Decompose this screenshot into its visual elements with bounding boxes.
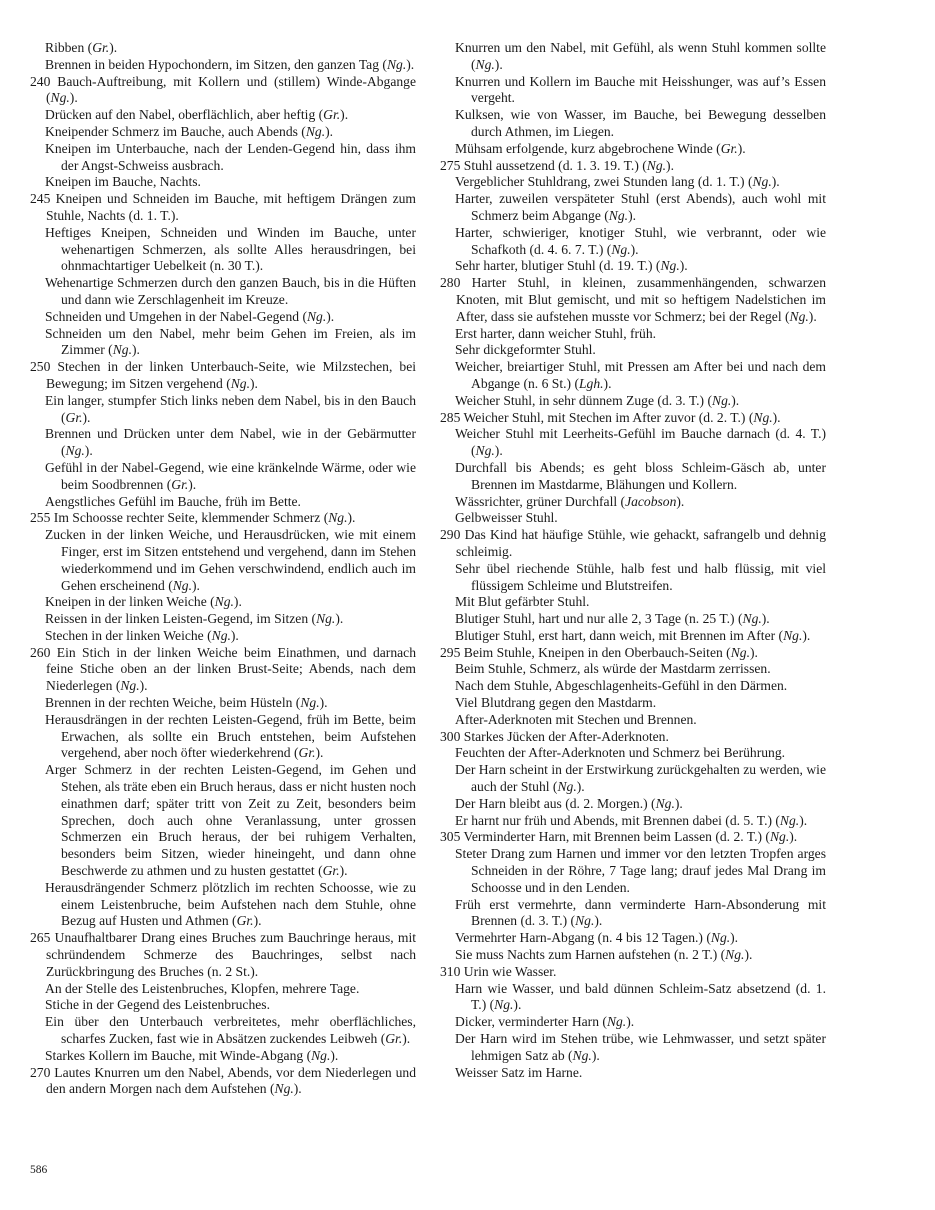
symptom-entry bbox=[30, 191, 416, 225]
symptom-entry bbox=[440, 342, 826, 359]
symptom-entry bbox=[30, 124, 416, 141]
entry-text: Feuchten der After-Aderknoten und Schmerz bei Berührung. bbox=[455, 745, 786, 761]
entry-number: 285 bbox=[440, 409, 464, 425]
entry-text: Kulksen, wie von Wasser, im Bauche, bei Bewegung desselben durch Athmen, im Liegen. bbox=[455, 107, 826, 139]
symptom-entry bbox=[440, 964, 826, 981]
symptom-entry bbox=[440, 225, 826, 259]
symptom-entry bbox=[440, 191, 826, 225]
entry-text: Herausdrängender Schmerz plötzlich im rechten Schoosse, wie zu einem Leistenbruche, beim Aufstehen nach dem Stuhle, ohne Bezug auf Husten und Athmen (Gr.). bbox=[45, 879, 416, 929]
symptom-entry bbox=[30, 174, 416, 191]
symptom-entry bbox=[440, 426, 826, 460]
symptom-entry bbox=[440, 1065, 826, 1082]
symptom-entry bbox=[30, 326, 416, 360]
symptom-entry bbox=[30, 359, 416, 393]
entry-text: Starkes Jücken der After-Aderknoten. bbox=[463, 728, 669, 744]
symptom-entry bbox=[440, 930, 826, 947]
entry-text: Das Kind hat häufige Stühle, wie gehackt, safrangelb und dehnig schleimig. bbox=[456, 527, 826, 559]
entry-text: Kneipen im Bauche, Nachts. bbox=[45, 174, 201, 190]
symptom-entry bbox=[440, 729, 826, 746]
entry-number: 305 bbox=[440, 829, 464, 845]
entry-text: Vermehrter Harn-Abgang (n. 4 bis 12 Tagen.) (Ng.). bbox=[455, 930, 739, 946]
left-column bbox=[30, 40, 416, 1098]
entry-text: Wehenartige Schmerzen durch den ganzen Bauch, bis in die Hüften und dann wie Zerschlagenheit im Kreuze. bbox=[45, 275, 416, 307]
right-column bbox=[440, 40, 826, 1081]
entry-text: Knurren um den Nabel, mit Gefühl, als wenn Stuhl kommen sollte (Ng.). bbox=[455, 40, 826, 72]
symptom-entry bbox=[30, 997, 416, 1014]
entry-text: Lautes Knurren um den Nabel, Abends, vor dem Niederlegen und den andern Morgen nach dem Aufstehen (Ng.). bbox=[46, 1064, 416, 1097]
symptom-entry bbox=[440, 712, 826, 729]
symptom-entry bbox=[30, 594, 416, 611]
symptom-entry bbox=[30, 628, 416, 645]
entry-number: 240 bbox=[30, 73, 58, 89]
symptom-entry bbox=[440, 813, 826, 830]
entry-text: Aengstliches Gefühl im Bauche, früh im Bette. bbox=[45, 493, 301, 509]
symptom-entry bbox=[440, 695, 826, 712]
symptom-entry bbox=[30, 712, 416, 762]
symptom-entry bbox=[440, 158, 826, 175]
symptom-entry bbox=[440, 645, 826, 662]
symptom-entry bbox=[440, 561, 826, 595]
entry-number: 255 bbox=[30, 510, 54, 526]
entry-text: Stuhl aussetzend (d. 1. 3. 19. T.) (Ng.). bbox=[463, 157, 674, 173]
entry-text: Stechen in der linken Unterbauch-Seite, wie Milzstechen, bei Bewegung; im Sitzen vergehend (Ng.). bbox=[46, 359, 416, 391]
symptom-entry bbox=[440, 678, 826, 695]
entry-text: Brennen in beiden Hypochondern, im Sitzen, den ganzen Tag (Ng.). bbox=[45, 56, 415, 72]
entry-text: Unaufhaltbarer Drang eines Bruches zum Bauchringe heraus, mit schründendem Schmerze des Bauchringes, selbst nach Zurückbringung des Bruches (n. 2 St.). bbox=[46, 930, 416, 979]
entry-text: Durchfall bis Abends; es geht bloss Schleim-Gäsch ab, unter Brennen im Mastdarme, Blähungen und Kollern. bbox=[455, 459, 826, 492]
symptom-entry bbox=[30, 40, 416, 57]
entry-text: Sehr dickgeformter Stuhl. bbox=[455, 342, 596, 358]
symptom-entry bbox=[30, 645, 416, 695]
entry-text: Sehr harter, blutiger Stuhl (d. 19. T.) (Ng.). bbox=[455, 258, 688, 274]
symptom-entry bbox=[30, 141, 416, 175]
symptom-entry bbox=[440, 947, 826, 964]
entry-text: Gefühl in der Nabel-Gegend, wie eine kränkelnde Wärme, oder wie beim Soodbrennen (Gr.). bbox=[45, 459, 416, 492]
entry-text: Weicher Stuhl, mit Stechen im After zuvor (d. 2. T.) (Ng.). bbox=[463, 409, 781, 425]
symptom-entry bbox=[440, 611, 826, 628]
entry-text: Arger Schmerz in der rechten Leisten-Gegend, im Gehen und Stehen, als träte eben ein Bruch heraus, dass er nicht husten noch einathmen darf; später tritt von Zeit zu Zeit, besonders beim Sprechen, doch auch ohne Veranlassung, unter grossen Schmerzen ein Bruch heraus, der bei ruhigem Verhalten, besonders beim Sitzen, wieder hineingeht, und dann ohne Beschwerde zu athmen und zu husten gestattet (Gr.). bbox=[45, 762, 416, 879]
symptom-entry bbox=[30, 309, 416, 326]
symptom-entry bbox=[440, 326, 826, 343]
symptom-entry bbox=[440, 796, 826, 813]
entry-text: Stiche in der Gegend des Leistenbruches. bbox=[45, 997, 270, 1013]
entry-text: Mit Blut gefärbter Stuhl. bbox=[455, 594, 590, 610]
symptom-entry bbox=[30, 460, 416, 494]
entry-number: 300 bbox=[440, 728, 464, 744]
entry-text: Nach dem Stuhle, Abgeschlagenheits-Gefühl in den Därmen. bbox=[455, 678, 788, 694]
entry-text: Blutiger Stuhl, hart und nur alle 2, 3 Tage (n. 25 T.) (Ng.). bbox=[455, 611, 770, 627]
symptom-entry bbox=[440, 460, 826, 494]
entry-text: Im Schoosse rechter Seite, klemmender Schmerz (Ng.). bbox=[53, 510, 356, 526]
entry-text: Kneipen in der linken Weiche (Ng.). bbox=[45, 594, 242, 610]
entry-text: Heftiges Kneipen, Schneiden und Winden im Bauche, unter wehenartigen Schmerzen, als sollte Alles herausdringen, bei ohnmachtartiger Uebelkeit (n. 30 T.). bbox=[45, 224, 416, 274]
entry-text: An der Stelle des Leistenbruches, Klopfen, mehrere Tage. bbox=[45, 980, 360, 996]
symptom-entry bbox=[30, 1014, 416, 1048]
entry-text: Verminderter Harn, mit Brennen beim Lassen (d. 2. T.) (Ng.). bbox=[463, 829, 798, 845]
entry-text: Beim Stuhle, Schmerz, als würde der Mastdarm zerrissen. bbox=[455, 661, 771, 677]
entry-text: Beim Stuhle, Kneipen in den Oberbauch-Seiten (Ng.). bbox=[463, 644, 758, 660]
symptom-entry bbox=[440, 275, 826, 325]
symptom-entry bbox=[30, 611, 416, 628]
symptom-entry bbox=[30, 1048, 416, 1065]
entry-text: Erst harter, dann weicher Stuhl, früh. bbox=[455, 325, 657, 341]
symptom-entry bbox=[30, 880, 416, 930]
symptom-entry bbox=[440, 510, 826, 527]
symptom-entry bbox=[30, 510, 416, 527]
symptom-entry bbox=[30, 981, 416, 998]
entry-text: Harn wie Wasser, und bald dünnen Schleim-Satz absetzend (d. 1. T.) (Ng.). bbox=[455, 980, 826, 1013]
entry-text: Ribben (Gr.). bbox=[45, 40, 118, 55]
entry-number: 250 bbox=[30, 359, 58, 375]
entry-number: 310 bbox=[440, 963, 464, 979]
entry-text: Früh erst vermehrte, dann verminderte Harn-Absonderung mit Brennen (d. 3. T.) (Ng.). bbox=[455, 896, 826, 929]
symptom-entry bbox=[30, 225, 416, 275]
entry-text: Kneipen und Schneiden im Bauche, mit heftigem Drängen zum Stuhle, Nachts (d. 1. T.). bbox=[46, 191, 416, 223]
symptom-entry bbox=[440, 1031, 826, 1065]
symptom-entry bbox=[440, 141, 826, 158]
entry-text: Blutiger Stuhl, erst hart, dann weich, mit Brennen im After (Ng.). bbox=[455, 627, 811, 643]
symptom-entry bbox=[440, 846, 826, 896]
entry-number: 280 bbox=[440, 275, 472, 291]
entry-text: Sehr übel riechende Stühle, halb fest und halb flüssig, mit viel flüssigem Schleime und Blutstreifen. bbox=[455, 560, 826, 593]
symptom-entry bbox=[30, 930, 416, 980]
symptom-entry bbox=[440, 628, 826, 645]
symptom-entry bbox=[440, 594, 826, 611]
entry-text: Urin wie Wasser. bbox=[463, 963, 557, 979]
entry-text: Vergeblicher Stuhldrang, zwei Stunden lang (d. 1. T.) (Ng.). bbox=[455, 174, 780, 190]
symptom-entry bbox=[30, 275, 416, 309]
symptom-entry bbox=[440, 897, 826, 931]
entry-text: Knurren und Kollern im Bauche mit Heisshunger, was auf’s Essen vergeht. bbox=[455, 73, 826, 106]
symptom-entry bbox=[440, 829, 826, 846]
entry-text: Weicher, breiartiger Stuhl, mit Pressen am After bei und nach dem Abgange (n. 6 St.) (Lgh.). bbox=[455, 359, 826, 391]
entry-number: 270 bbox=[30, 1064, 55, 1080]
entry-number: 265 bbox=[30, 930, 55, 946]
symptom-entry bbox=[440, 981, 826, 1015]
entry-text: After-Aderknoten mit Stechen und Brennen. bbox=[455, 711, 697, 727]
entry-text: Dicker, verminderter Harn (Ng.). bbox=[455, 1014, 635, 1030]
symptom-entry bbox=[440, 174, 826, 191]
entry-text: Der Harn bleibt aus (d. 2. Morgen.) (Ng.). bbox=[455, 795, 683, 811]
symptom-entry bbox=[440, 762, 826, 796]
symptom-entry bbox=[440, 107, 826, 141]
entry-text: Kneipen im Unterbauche, nach der Lenden-Gegend hin, dass ihm der Angst-Schweiss ausbrach. bbox=[45, 140, 416, 173]
symptom-entry bbox=[30, 527, 416, 594]
entry-text: Der Harn scheint in der Erstwirkung zurückgehalten zu werden, wie auch der Stuhl (Ng.). bbox=[455, 762, 826, 795]
entry-text: Kneipender Schmerz im Bauche, auch Abends (Ng.). bbox=[45, 123, 334, 139]
symptom-entry bbox=[30, 74, 416, 108]
entry-text: Weisser Satz im Harne. bbox=[455, 1064, 583, 1080]
entry-number: 245 bbox=[30, 191, 56, 207]
entry-text: Steter Drang zum Harnen und immer vor den letzten Tropfen arges Schneiden in der Röhre, 7 Tage lang; drauf jedes Mal Drang im Schoosse und in den Lenden. bbox=[455, 846, 826, 895]
entry-number: 295 bbox=[440, 644, 464, 660]
symptom-entry bbox=[440, 410, 826, 427]
symptom-entry bbox=[30, 393, 416, 427]
entry-text: Harter Stuhl, in kleinen, zusammenhängenden, schwarzen Knoten, mit Blut gemischt, und mit so heftigem Nadelstichen im After, dass sie aufstehen musste vor Schmerz; bei der Regel (Ng.). bbox=[456, 275, 826, 324]
symptom-entry bbox=[440, 494, 826, 511]
symptom-entry bbox=[440, 258, 826, 275]
entry-text: Harter, zuweilen verspäteter Stuhl (erst Abends), auch wohl mit Schmerz beim Abgange (Ng.). bbox=[455, 191, 826, 223]
page-number: 586 bbox=[30, 1164, 48, 1176]
symptom-entry bbox=[440, 40, 826, 74]
entry-number: 260 bbox=[30, 644, 57, 660]
entry-text: Sie muss Nachts zum Harnen aufstehen (n. 2 T.) (Ng.). bbox=[455, 947, 753, 963]
symptom-entry bbox=[440, 527, 826, 561]
entry-text: Viel Blutdrang gegen den Mastdarm. bbox=[455, 695, 657, 711]
entry-text: Ein über den Unterbauch verbreitetes, mehr oberflächliches, scharfes Zucken, fast wie in Absätzen zuckendes Leibweh (Gr.). bbox=[45, 1014, 416, 1047]
entry-text: Herausdrängen in der rechten Leisten-Gegend, früh im Bette, beim Erwachen, als sollte ein Bruch entstehen, beim Aufstehen vergehend, aber noch öfter wiederkehrend (Gr.). bbox=[45, 711, 416, 761]
entry-text: Weicher Stuhl mit Leerheits-Gefühl im Bauche darnach (d. 4. T.) (Ng.). bbox=[455, 426, 826, 459]
symptom-entry bbox=[30, 494, 416, 511]
symptom-entry bbox=[440, 359, 826, 393]
entry-text: Schneiden und Umgehen in der Nabel-Gegend (Ng.). bbox=[45, 308, 335, 324]
symptom-entry bbox=[30, 695, 416, 712]
entry-number: 275 bbox=[440, 157, 464, 173]
entry-text: Drücken auf den Nabel, oberflächlich, aber heftig (Gr.). bbox=[45, 107, 349, 123]
entry-text: Ein langer, stumpfer Stich links neben dem Nabel, bis in den Bauch (Gr.). bbox=[45, 392, 416, 425]
entry-text: Wässrichter, grüner Durchfall (Jacobson). bbox=[455, 493, 685, 509]
entry-text: Weicher Stuhl, in sehr dünnem Zuge (d. 3. T.) (Ng.). bbox=[455, 392, 740, 408]
entry-text: Er harnt nur früh und Abends, mit Brennen dabei (d. 5. T.) (Ng.). bbox=[455, 812, 808, 828]
symptom-entry bbox=[30, 107, 416, 124]
entry-text: Bauch-Auftreibung, mit Kollern und (stillem) Winde-Abgange (Ng.). bbox=[46, 73, 417, 106]
symptom-entry bbox=[440, 74, 826, 108]
entry-text: Starkes Kollern im Bauche, mit Winde-Abgang (Ng.). bbox=[45, 1047, 339, 1063]
entry-text: Stechen in der linken Weiche (Ng.). bbox=[45, 627, 239, 643]
symptom-entry bbox=[440, 745, 826, 762]
entry-text: Brennen und Drücken unter dem Nabel, wie in der Gebärmutter (Ng.). bbox=[45, 426, 416, 459]
symptom-entry bbox=[440, 1014, 826, 1031]
symptom-entry bbox=[30, 57, 416, 74]
entry-text: Mühsam erfolgende, kurz abgebrochene Winde (Gr.). bbox=[455, 140, 746, 156]
entry-text: Harter, schwieriger, knotiger Stuhl, wie verbrannt, oder wie Schafkoth (d. 4. 6. 7. T.) (Ng.). bbox=[455, 224, 826, 257]
symptom-entry bbox=[30, 426, 416, 460]
entry-text: Schneiden um den Nabel, mehr beim Gehen im Freien, als im Zimmer (Ng.). bbox=[45, 325, 416, 358]
symptom-entry bbox=[30, 762, 416, 880]
entry-text: Der Harn wird im Stehen trübe, wie Lehmwasser, und setzt später lehmigen Satz ab (Ng.). bbox=[455, 1031, 826, 1063]
symptom-entry bbox=[30, 1065, 416, 1099]
entry-text: Gelbweisser Stuhl. bbox=[455, 510, 558, 526]
symptom-entry bbox=[440, 661, 826, 678]
entry-text: Zucken in der linken Weiche, und Herausdrücken, wie mit einem Finger, erst im Sitzen entstehend und vergehend, dann im Stehen wiederkommend und im Gehen verschwindend, endlich auch im Gehen erscheinend (Ng.). bbox=[45, 527, 416, 593]
entry-number: 290 bbox=[440, 527, 465, 543]
entry-text: Brennen in der rechten Weiche, beim Hüsteln (Ng.). bbox=[45, 695, 328, 711]
entry-text: Reissen in der linken Leisten-Gegend, im Sitzen (Ng.). bbox=[45, 611, 344, 627]
symptom-entry bbox=[440, 393, 826, 410]
entry-text: Ein Stich in der linken Weiche beim Einathmen, und darnach feine Stiche oben an der linken Brust-Seite; Abends, nach dem Niederlegen (Ng.). bbox=[46, 644, 416, 694]
